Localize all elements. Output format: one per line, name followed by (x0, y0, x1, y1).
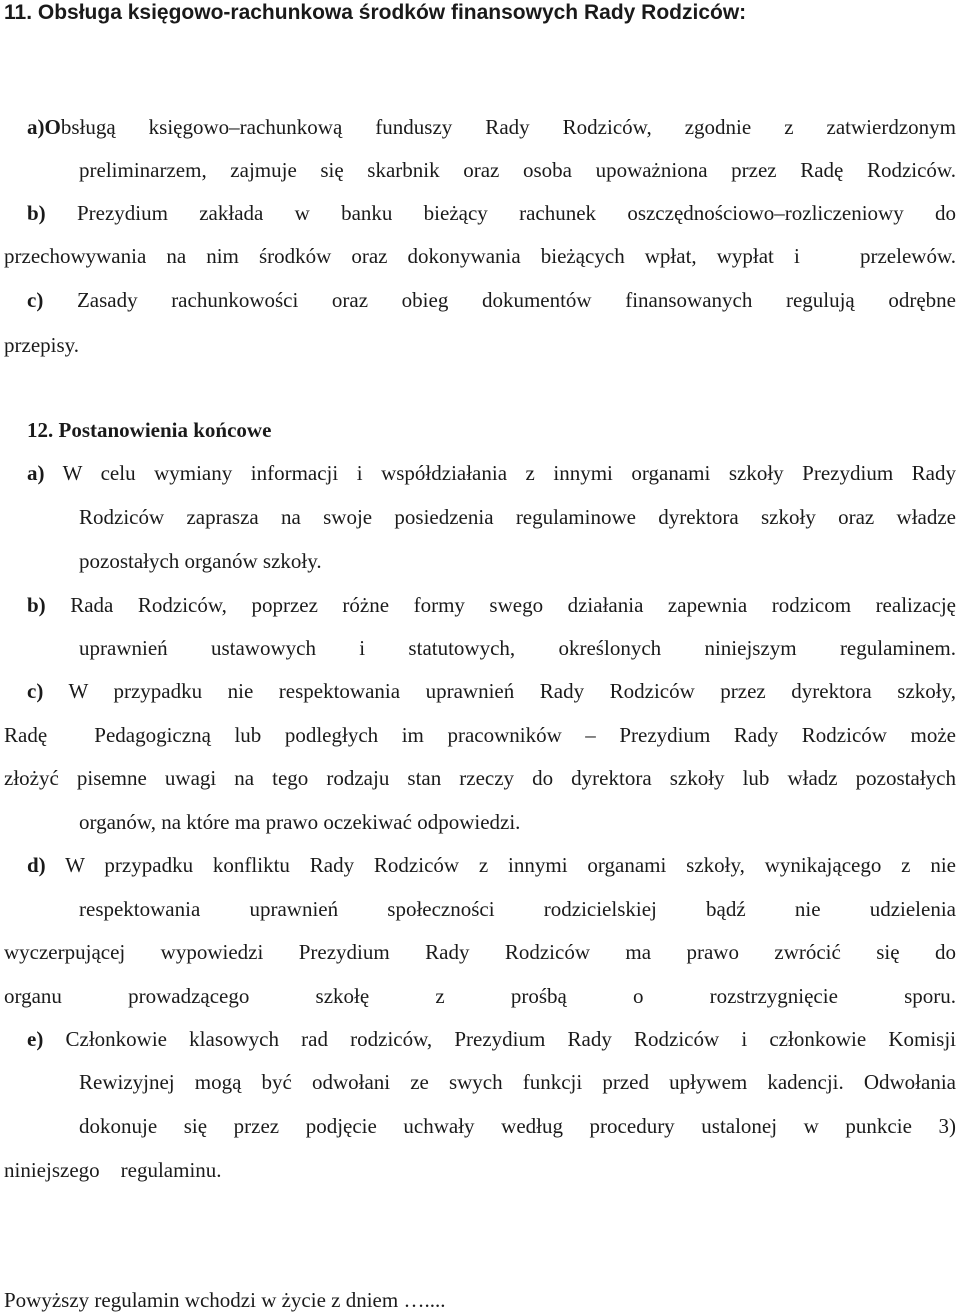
section-11-title: 11. Obsługa księgowo-rachunkowa środków finansowych Rady Rodziców: (4, 1, 747, 24)
section-12-c-line-3: złożyć pisemne uwagi na tego rodzaju stan rzeczy do dyrektora szkoły lub władz pozostałych (4, 766, 956, 790)
section-12-e-line-2: Rewizyjnej mogą być odwołani ze swych funkcji przed upływem kadencji. Odwołania (79, 1070, 956, 1094)
item-marker: e) (27, 1027, 44, 1051)
section-11-c-line-2: przepisy. (4, 333, 80, 357)
item-marker: a)O (27, 115, 61, 139)
item-marker: b) (27, 593, 46, 617)
section-12-c-line-2: Radę Pedagogiczną lub podległych im pracowników – Prezydium Rady Rodziców może (4, 723, 956, 747)
footer-text: Powyższy regulamin wchodzi w życie z dniem ….... (4, 1288, 446, 1312)
section-12-b-line-1: b) Rada Rodziców, poprzez różne formy swego działania zapewnia rodzicom realizację (27, 593, 956, 617)
section-11-a-line-2: preliminarzem, zajmuje się skarbnik oraz osoba upoważniona przez Radę Rodziców. (79, 158, 956, 182)
section-12-e-line-1: e) Członkowie klasowych rad rodziców, Prezydium Rady Rodziców i członkowie Komisji (27, 1027, 956, 1051)
section-12-b-line-2: uprawnień ustawowych i statutowych, określonych niniejszym regulaminem. (79, 636, 956, 660)
section-11-b-line-1: b) Prezydium zakłada w banku bieżący rachunek oszczędnościowo–rozliczeniowy do (27, 201, 956, 225)
section-12-c-line-1: c) W przypadku nie respektowania uprawnień Rady Rodziców przez dyrektora szkoły, (27, 679, 956, 703)
section-12-c-line-4: organów, na które ma prawo oczekiwać odpowiedzi. (79, 810, 521, 834)
section-11-b-line-2: przechowywania na nim środków oraz dokonywania bieżących wpłat, wypłat i przelewów. (4, 244, 956, 268)
section-11-a-line-1: a)Obsługą księgowo–rachunkową funduszy Rady Rodziców, zgodnie z zatwierdzonym (27, 115, 956, 139)
section-12-e-line-4: niniejszego regulaminu. (4, 1158, 222, 1182)
section-12-title: 12. Postanowienia końcowe (27, 418, 272, 442)
section-12-d-line-2: respektowania uprawnień społeczności rodzicielskiej bądź nie udzielenia (79, 897, 956, 921)
item-marker: c) (27, 288, 44, 312)
item-marker: d) (27, 853, 46, 877)
section-12-a-line-1: a) W celu wymiany informacji i współdziałania z innymi organami szkoły Prezydium Rady (27, 461, 956, 485)
item-marker: c) (27, 679, 44, 703)
section-12-a-line-2: Rodziców zaprasza na swoje posiedzenia regulaminowe dyrektora szkoły oraz władze (79, 505, 956, 529)
section-12-a-line-3: pozostałych organów szkoły. (79, 549, 322, 573)
item-marker: b) (27, 201, 46, 225)
section-11-c-line-1: c) Zasady rachunkowości oraz obieg dokumentów finansowanych regulują odrębne (27, 288, 956, 312)
section-12-d-line-1: d) W przypadku konfliktu Rady Rodziców z innymi organami szkoły, wynikającego z nie (27, 853, 956, 877)
section-12-e-line-3: dokonuje się przez podjęcie uchwały według procedury ustalonej w punkcie 3) (79, 1114, 956, 1138)
item-marker: a) (27, 461, 45, 485)
section-12-d-line-4: organu prowadzącego szkołę z prośbą o rozstrzygnięcie sporu. (4, 984, 956, 1008)
section-12-d-line-3: wyczerpującej wypowiedzi Prezydium Rady Rodziców ma prawo zwrócić się do (4, 940, 956, 964)
